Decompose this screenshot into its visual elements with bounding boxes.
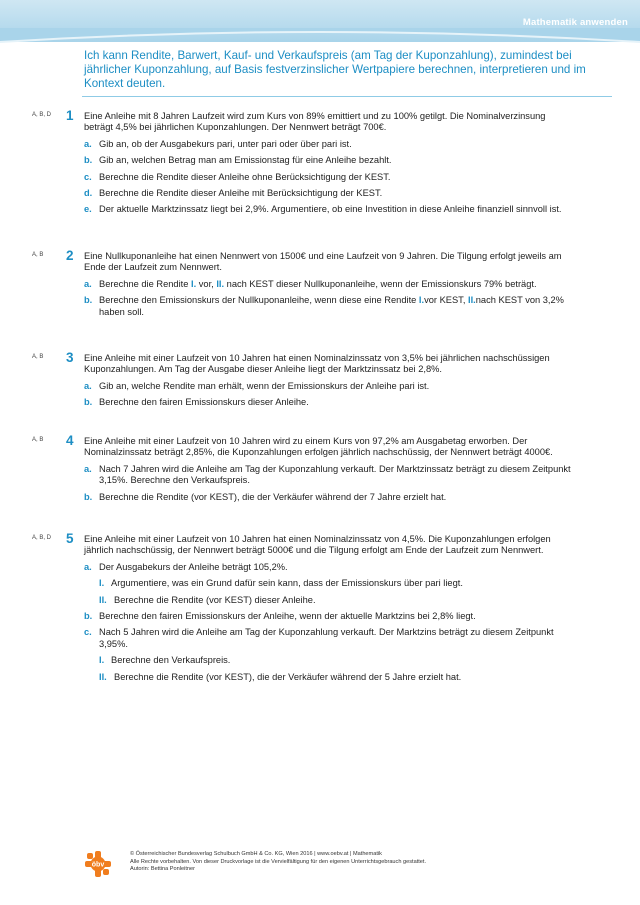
subtask-part-text: Berechne die Rendite (vor KEST) dieser Anleihe. (114, 594, 316, 605)
subtask-part-i (99, 578, 574, 589)
subtask-letter: a. (84, 138, 92, 149)
subtask-letter: d. (84, 188, 93, 199)
subtask-text: Berechne die Rendite (vor KEST), die der Verkäufer während der 7 Jahre erzielt hat. (99, 491, 447, 502)
roman-marker: II. (216, 278, 225, 289)
roman-marker: II. (468, 295, 476, 306)
objective-divider (82, 96, 612, 97)
subtask-text: Berechne die Rendite dieser Anleihe mit Berücksichtigung der KEST. (99, 188, 383, 199)
task-tag: A, B (32, 437, 44, 443)
subtask-letter: b. (84, 155, 93, 166)
subtask-b (84, 155, 574, 166)
footer-author: Autorin: Bettina Ponleitner (130, 866, 195, 873)
subtask-text: nach KEST dieser Nullkuponanleihe, wenn der Emissionskurs 79% beträgt. (224, 278, 537, 289)
section-label: Mathematik anwenden (522, 17, 628, 28)
subtask-text: Nach 7 Jahren wird die Anleihe am Tag der Kuponzahlung verkauft. Der Marktzinssatz beträgt zu diesem Zeitpunkt 3,15%. Berechne den Verkaufspreis. (99, 463, 571, 486)
task-tag: A, B, D (32, 535, 52, 541)
task-tag: A, B, D (32, 112, 52, 118)
task-body (84, 534, 574, 683)
subtask-part-text: Berechne die Rendite (vor KEST), die der Verkäufer während der 5 Jahre erzielt hat. (114, 671, 462, 682)
subtask-letter: b. (84, 611, 93, 622)
subtask-text: Berechne den fairen Emissionskurs der Anleihe, wenn der aktuelle Marktzins bei 2,8% liegt. (99, 611, 476, 622)
subtask-text: Nach 5 Jahren wird die Anleihe am Tag der Kuponzahlung verkauft. Der Marktzins beträgt zu diesem Zeitpunkt 3,95%. (99, 627, 554, 649)
subtask-letter: a. (84, 380, 92, 391)
subtask-letter: a. (84, 463, 92, 474)
subtask-text: Berechne den Emissionskurs der Nullkuponanleihe, wenn diese eine Rendite (99, 295, 419, 306)
subtask-text: Gib an, welchen Betrag man am Emissionstag für eine Anleihe bezahlt. (99, 155, 392, 166)
publisher-logo-icon (84, 850, 112, 878)
subtask-text: Der aktuelle Marktzinssatz liegt bei 2,9%. Argumentiere, ob eine Investition in diese Anleihe finanziell sinnvoll ist. (99, 204, 562, 215)
subtask-text: Berechne den fairen Emissionskurs dieser Anleihe. (99, 397, 309, 408)
task-tag: A, B (32, 252, 44, 258)
subtask-text: Berechne die Rendite dieser Anleihe ohne Berücksichtigung der KEST. (99, 171, 391, 182)
learning-objective: Ich kann Rendite, Barwert, Kauf- und Verkaufspreis (am Tag der Kuponzahlung), zumindest bei jährlicher Kuponzahlung, auf Basis festverzinslicher Wertpapiere berechnen, interpretieren und im Kontext deuten. (84, 49, 586, 91)
subtask-letter: c. (84, 171, 92, 182)
subtask-d (84, 188, 574, 199)
task-number: 3 (66, 350, 74, 365)
subtask-a (84, 279, 574, 290)
subtask-text: Gib an, ob der Ausgabekurs pari, unter pari oder über pari ist. (99, 138, 352, 149)
task-text: Eine Anleihe mit einer Laufzeit von 10 Jahren hat einen Nominalzinssatz von 3,5% bei jährlichen nachschüssigen Kuponzahlungen. Am Tag der Ausgabe dieser Anleihe liegt der Marktzinssatz bei 2,8%. (84, 353, 550, 375)
subtask-letter: b. (84, 397, 93, 408)
subtask-letter: e. (84, 204, 92, 215)
subtask-part-ii (99, 595, 574, 606)
roman-marker: II. (99, 671, 107, 682)
subtask-part-i (99, 655, 574, 666)
task-text: Eine Anleihe mit einer Laufzeit von 10 Jahren wird zu einem Kurs von 97,2% am Ausgabetag erworben. Der Nominalzinssatz beträgt 2,85%, die Kuponzahlungen erfolgen jährlich nachschüssig, der Nennwert beträgt 4000€. (84, 436, 553, 458)
subtask-a (84, 139, 574, 150)
logo-text: öbv (91, 861, 105, 869)
subtask-text: vor, (196, 278, 217, 289)
subtask-text: Berechne die Rendite (99, 278, 191, 289)
subtask-a (84, 381, 574, 392)
subtask-text: vor KEST, (424, 295, 468, 306)
footer-line: © Österreichischer Bundesverlag Schulbuch GmbH & Co. KG, Wien 2016 | www.oebv.at | Mathematik (130, 851, 382, 857)
task-body (84, 436, 574, 503)
subtask-b (84, 611, 574, 622)
subtask-letter: a. (84, 278, 92, 289)
subtask-text: Der Ausgabekurs der Anleihe beträgt 105,2%. (99, 561, 288, 572)
subtask-part-text: Berechne den Verkaufspreis. (111, 655, 231, 666)
task-number: 1 (66, 108, 74, 123)
subtask-letter: b. (84, 295, 93, 306)
subtask-b (84, 397, 574, 408)
subtask-part-ii (99, 672, 574, 683)
task-body (84, 251, 574, 318)
task-number: 4 (66, 433, 74, 448)
subtask-b (84, 295, 574, 318)
subtask-a (84, 562, 574, 606)
task-tag: A, B (32, 354, 44, 360)
subtask-e (84, 204, 574, 215)
subtask-part-text: Argumentiere, was ein Grund dafür sein kann, dass der Emissionskurs über pari liegt. (111, 578, 463, 589)
task-body (84, 111, 574, 216)
subtask-b (84, 492, 574, 503)
subtask-letter: a. (84, 561, 92, 572)
task-body (84, 353, 574, 409)
roman-marker: I. (191, 278, 197, 289)
task-number: 2 (66, 248, 74, 263)
subtask-a (84, 464, 574, 487)
roman-marker: I. (418, 295, 425, 306)
subtask-letter: b. (84, 491, 93, 502)
footer-copyright (130, 851, 426, 874)
subtask-text: nach KEST von 3,2% haben soll. (99, 295, 564, 317)
roman-marker: II. (99, 594, 107, 605)
task-text: Eine Anleihe mit einer Laufzeit von 10 Jahren hat einen Nominalzinssatz von 4,5%. Die Kuponzahlungen erfolgen jährlich nachschüssig, der Nennwert beträgt 5000€ und die Tilgung erfolgt am Ende der Laufzeit zum Nennwert. (84, 534, 551, 556)
footer-line: Alle Rechte vorbehalten. Von dieser Druckvorlage ist die Vervielfältigung für den eigenen Unterrichtsgebrauch gestattet. (130, 858, 427, 865)
subtask-c (84, 172, 574, 183)
task-text: Eine Anleihe mit 8 Jahren Laufzeit wird zum Kurs von 89% emittiert und zu 100% getilgt. Die Nominalverzinsung beträgt 4,5% bei jährlichen Kuponzahlungen. Der Nennwert beträgt 700€. (84, 111, 546, 133)
roman-marker: I. (99, 655, 105, 666)
subtask-letter: c. (84, 627, 92, 638)
roman-marker: I. (99, 578, 105, 589)
task-number: 5 (66, 531, 74, 546)
task-text: Eine Nullkuponanleihe hat einen Nennwert von 1500€ und eine Laufzeit von 9 Jahren. Die Tilgung erfolgt jeweils am Ende der Laufzeit zum Nennwert. (84, 251, 562, 273)
subtask-c (84, 627, 574, 683)
subtask-text: Gib an, welche Rendite man erhält, wenn der Emissionskurs der Anleihe pari ist. (99, 380, 430, 391)
